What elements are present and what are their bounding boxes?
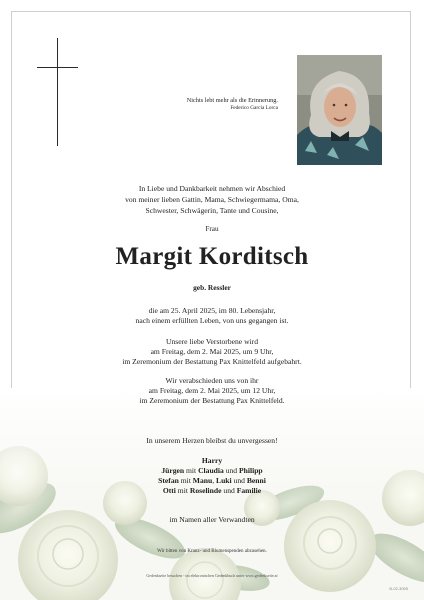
donation-note: Wir bitten von Kranz- und Blumenspenden abzusehen. (157, 549, 267, 554)
family-member: Familie (236, 486, 262, 495)
intro-line-1: In Liebe und Dankbarkeit nehmen wir Abschied (138, 184, 286, 193)
farewell-line-1: Wir verabschieden uns von ihr (165, 376, 259, 385)
family-line-3 (12, 476, 412, 485)
intro-line-3: Schwester, Schwägerin, Tante und Cousine, (145, 206, 279, 215)
viewing-line-2: am Freitag, dem 2. Mai 2025, um 9 Uhr, (150, 347, 274, 356)
family-line-harry: Harry (201, 456, 223, 465)
family-connector: und (221, 486, 237, 495)
family-member: Luki (216, 476, 232, 485)
family-line-2 (12, 466, 412, 475)
viewing-line-1: Unsere liebe Verstorbene wird (165, 337, 258, 346)
family-connector: mit (184, 466, 199, 475)
family-connector: und (231, 476, 247, 485)
family-connector: und (223, 466, 239, 475)
family-member: Manu (192, 476, 213, 485)
quote-text: Nichts lebt mehr als die Erinnerung. (186, 97, 278, 104)
deceased-name: Margit Korditsch (115, 243, 309, 270)
viewing-line-3: im Zeremonium der Bestattung Pax Knittelfeld aufgebahrt. (122, 357, 302, 366)
on-behalf-line: im Namen aller Verwandten (169, 515, 255, 524)
memorial-website-note: Gedenkseite besuchen - im elektronischen Gedenkbuch unter www.gedenkseite.at (146, 573, 278, 578)
document-code: B-02-3055 (389, 586, 408, 591)
family-member: Philipp (239, 466, 263, 475)
family-member: Jürgen (161, 466, 185, 475)
portrait-photo (297, 55, 382, 165)
family-line-4 (12, 486, 412, 495)
death-line-2: nach einem erfüllten Leben, von uns gegangen ist. (135, 316, 289, 325)
family-member: Stefan (158, 476, 179, 485)
family-connector: , (212, 476, 216, 485)
intro-line-2: von meiner lieben Gattin, Mama, Schwiegermama, Oma, (125, 195, 299, 204)
family-member: Roselinde (189, 486, 222, 495)
farewell-line-3: im Zeremonium der Bestattung Pax Knittelfeld. (139, 396, 285, 405)
cross-symbol-vertical (57, 38, 58, 146)
maiden-name: geb. Ressler (193, 283, 231, 292)
family-connector: mit (175, 486, 190, 495)
quote-author: Federico García Lorca (230, 105, 278, 111)
salutation: Frau (205, 225, 219, 233)
family-member: Benni (246, 476, 266, 485)
family-connector: mit (178, 476, 193, 485)
death-line-1: die am 25. April 2025, im 80. Lebensjahr, (148, 306, 276, 315)
farewell-line-2: am Freitag, dem 2. Mai 2025, um 12 Uhr, (148, 386, 276, 395)
remembrance-line: In unserem Herzen bleibst du unvergessen! (146, 436, 278, 445)
cross-symbol-horizontal (37, 67, 78, 68)
family-member: Otti (162, 486, 176, 495)
family-member: Claudia (198, 466, 224, 475)
